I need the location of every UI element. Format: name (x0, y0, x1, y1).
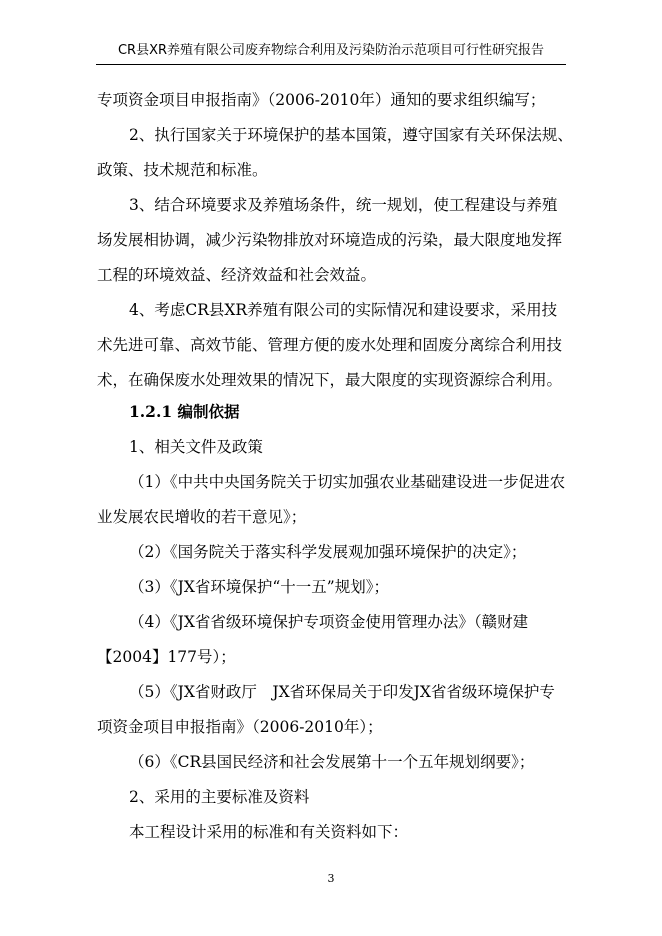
text-line: 术先进可靠、高效节能、管理方便的废水处理和固废分离综合利用技 (97, 336, 563, 354)
text-line: （5）《JX省财政厅 JX省环保局关于印发JX省省级环境保护专 (129, 683, 555, 701)
text-line: 项资金项目申报指南》（2006-2010年）； (97, 718, 383, 736)
section-heading: 1.2.1 编制依据 (129, 402, 240, 421)
text-line: 场发展相协调，减少污染物排放对环境造成的污染，最大限度地发挥 (97, 231, 563, 249)
text-line: 政策、技术规范和标准。 (97, 161, 268, 179)
text-line: （2）《国务院关于落实科学发展观加强环境保护的决定》； (129, 543, 527, 561)
text-line: 1、相关文件及政策 (129, 438, 263, 456)
text-line: 3、结合环境要求及养殖场条件，统一规划，使工程建设与养殖 (129, 196, 558, 214)
text-line: 工程的环境效益、经济效益和社会效益。 (97, 266, 377, 284)
text-line: （3）《JX省环境保护“十一五”规划》； (129, 578, 389, 596)
text-line: （4）《JX省省级环境保护专项资金使用管理办法》（赣财建 (129, 613, 529, 631)
text-line: 业发展农民增收的若干意见》； (97, 508, 307, 526)
text-line: 术，在确保废水处理效果的情况下，最大限度的实现资源综合利用。 (97, 371, 563, 389)
text-line: 2、采用的主要标准及资料 (129, 788, 310, 806)
text-line: （1）《中共中央国务院关于切实加强农业基础建设进一步促进农 (129, 473, 566, 491)
header-rule (96, 64, 566, 65)
text-line: （6）《CR县国民经济和社会发展第十一个五年规划纲要》； (129, 753, 535, 771)
text-line: 本工程设计采用的标准和有关资料如下： (129, 823, 409, 841)
text-line: 专项资金项目申报指南》（2006-2010年）通知的要求组织编写； (97, 91, 546, 109)
text-line: 4、考虑CR县XR养殖有限公司的实际情况和建设要求，采用技 (129, 301, 558, 319)
text-line: 2、执行国家关于环境保护的基本国策，遵守国家有关环保法规、 (129, 126, 573, 144)
page-number: 3 (327, 872, 335, 885)
running-header: CR县XR养殖有限公司废弃物综合利用及污染防治示范项目可行性研究报告 (117, 43, 545, 58)
text-line: 【2004】177号）； (97, 648, 236, 666)
